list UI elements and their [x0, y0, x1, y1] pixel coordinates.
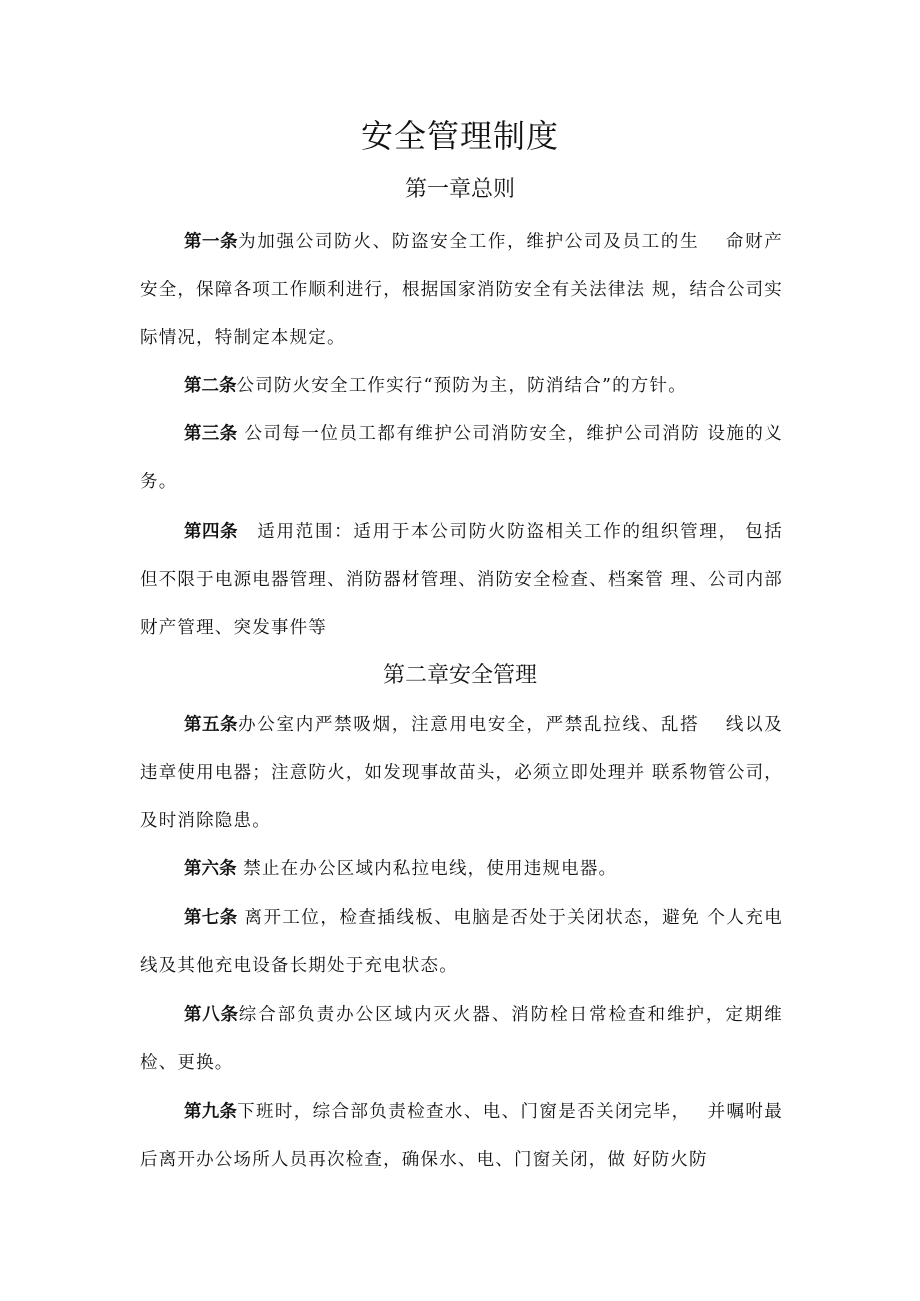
article-2: [140, 362, 783, 410]
article-number: 第八条: [184, 1005, 239, 1025]
article-number: 第七条: [184, 908, 238, 928]
article-text: 适用范围：适用于本公司防火防盗相关工作的组织管理， 包括但不限于电源电器管理、消防器材管理、消防安全检查、档案管 理、公司内部财产管理、突发事件等: [140, 522, 783, 638]
article-text: 禁止在办公区域内私拉电线，使用违规电器。: [236, 859, 618, 879]
article-number: 第四条: [184, 522, 239, 542]
article-3: [140, 410, 783, 506]
article-text: 为加强公司防火、防盗安全工作，维护公司及员工的生 命财产安全，保障各项工作顺利进行，根据国家消防安全有关法律法 规，结合公司实际情况，特制定本规定。: [140, 232, 783, 348]
chapter-heading-2: 第二章安全管理: [382, 663, 537, 688]
article-text: 下班时，综合部负责检查水、电、门窗是否关闭完毕， 并嘱咐最后离开办公场所人员再次检查，确保水、电、门窗关闭，做 好防火防: [140, 1102, 784, 1170]
article-number: 第六条: [184, 859, 237, 879]
article-7: [140, 894, 783, 990]
article-1: [140, 218, 783, 362]
article-number: 第五条: [184, 715, 239, 735]
article-number: 第二条: [184, 376, 237, 396]
article-text: 离开工位，检查插线板、电脑是否处于关闭状态，避免 个人充电线及其他充电设备长期处于充电状态。: [140, 908, 784, 976]
article-text: 公司每一位员工都有维护公司消防安全，维护公司消防 设施的义务。: [140, 424, 784, 492]
article-text: 办公室内严禁吸烟，注意用电安全，严禁乱拉线、乱搭 线以及违章使用电器；注意防火，如发现事故苗头，必须立即处理并 联系物管公司，及时消除隐患。: [140, 715, 783, 831]
article-number: 第九条: [184, 1102, 238, 1122]
article-number: 第一条: [184, 232, 239, 252]
article-5: [140, 701, 783, 845]
document-title: 安全管理制度: [360, 117, 559, 155]
article-text: 综合部负责办公区域内灭火器、消防栓日常检查和维护，定期维检、更换。: [140, 1005, 783, 1073]
article-4: [140, 508, 783, 652]
article-9: [140, 1088, 783, 1184]
article-6: [140, 845, 783, 893]
chapter-heading-1: 第一章总则: [404, 177, 515, 202]
article-number: 第三条: [184, 424, 238, 444]
article-text: 公司防火安全工作实行“预防为主，防消结合”的方针。: [236, 376, 687, 396]
article-8: [140, 991, 783, 1087]
